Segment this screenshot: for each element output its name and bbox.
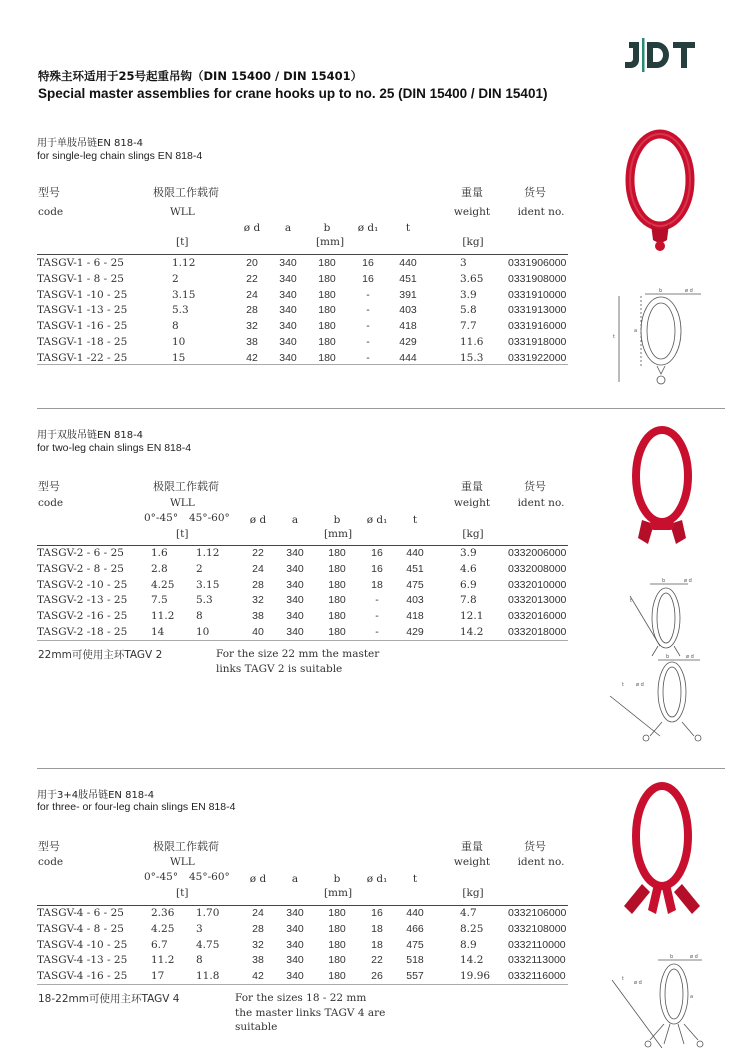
svg-text:t: t (630, 598, 632, 604)
cell-d: 22 (252, 547, 264, 559)
cell-wll1: 6.7 (151, 938, 168, 951)
cell-d: 28 (252, 578, 264, 591)
cell-d: 24 (252, 907, 264, 919)
section3-header-type-en: code (38, 856, 64, 868)
cell-a: 340 (286, 970, 304, 983)
section2-header-wll-en: WLL (170, 497, 195, 509)
section2-subtitle-cn: 用于双肢吊链EN 818-4 (37, 430, 144, 441)
cell-t: 418 (406, 610, 424, 623)
section3-note-en-line1: For the sizes 18 - 22 mm (235, 992, 367, 1004)
cell-code: TASGV-1 -16 - 25 (37, 320, 128, 333)
cell-b: 180 (328, 907, 346, 919)
cell-wll: 1.12 (172, 257, 196, 269)
svg-text:b: b (666, 654, 670, 660)
cell-d: 38 (252, 954, 264, 967)
cell-ident: 0331910000 (508, 288, 567, 301)
cell-code: TASGV-2 -18 - 25 (37, 626, 128, 638)
section3-header-d1: ø d₁ (366, 873, 388, 885)
svg-text:ø d: ø d (686, 654, 694, 660)
section3-unit-t: [t] (176, 887, 189, 899)
section2-note-en-line1: For the size 22 mm the master (216, 648, 380, 660)
page-title-en: Special master assemblies for crane hooks up to no. 25 (DIN 15400 / DIN 15401) (38, 86, 548, 101)
cell-wll1: 17 (151, 970, 165, 983)
cell-b: 180 (328, 922, 346, 935)
cell-wll: 15 (172, 351, 186, 364)
cell-a: 340 (279, 351, 297, 364)
section2-unit-mm: [mm] (323, 528, 353, 540)
cell-b: 180 (328, 547, 346, 559)
svg-text:a: a (690, 994, 694, 1000)
cell-d1: - (366, 288, 370, 301)
section1-header-t: t (405, 222, 411, 234)
section1-header-ident-cn: 货号 (524, 186, 546, 199)
section1-header-a: a (284, 222, 292, 234)
cell-wll2: 1.70 (196, 907, 220, 919)
cell-weight: 14.2 (460, 954, 484, 967)
cell-t: 466 (406, 922, 424, 935)
cell-code: TASGV-1 - 8 - 25 (37, 272, 124, 285)
section1-header-b: b (323, 222, 331, 234)
svg-text:b: b (662, 578, 666, 584)
section3-header-angle1: 0°-45° (144, 871, 179, 883)
cell-d: 38 (246, 336, 258, 348)
two-leg-master-link-photo (620, 424, 700, 554)
cell-t: 440 (406, 547, 424, 559)
section3-header-b: b (333, 873, 341, 885)
cell-a: 340 (279, 320, 297, 333)
cell-d1: - (375, 610, 379, 623)
cell-d1: 16 (371, 547, 383, 559)
cell-ident: 0332006000 (508, 547, 567, 559)
cell-weight: 8.9 (460, 938, 477, 951)
cell-d: 38 (252, 610, 264, 623)
section3-header-t: t (412, 873, 418, 885)
cell-b: 180 (318, 304, 336, 317)
svg-text:ø d: ø d (636, 682, 644, 688)
cell-a: 340 (279, 336, 297, 348)
section2-header-type-cn: 型号 (38, 480, 60, 493)
section3-header-weight-cn: 重量 (461, 840, 483, 853)
section2-header-angle2: 45°-60° (189, 512, 230, 524)
section2-unit-kg: [kg] (462, 528, 484, 540)
svg-text:ø d: ø d (690, 954, 698, 960)
cell-b: 180 (328, 954, 346, 967)
cell-t: 429 (406, 626, 424, 638)
cell-d1: 16 (362, 257, 374, 269)
cell-wll2: 2 (196, 562, 203, 575)
svg-text:ø d: ø d (634, 980, 642, 986)
cell-b: 180 (328, 594, 346, 607)
cell-d: 32 (252, 594, 264, 607)
cell-ident: 0332008000 (508, 562, 567, 575)
cell-d: 22 (246, 272, 258, 285)
section2-bottom-rule (37, 640, 568, 641)
cell-t: 418 (399, 320, 417, 333)
cell-weight: 5.8 (460, 304, 477, 317)
cell-wll2: 1.12 (196, 547, 220, 559)
cell-weight: 4.7 (460, 907, 477, 919)
section3-note-en (235, 991, 385, 1035)
section2-header-b: b (333, 514, 341, 526)
section3-header-wll-cn: 极限工作载荷 (153, 840, 219, 853)
cell-t: 403 (406, 594, 424, 607)
four-leg-master-link-photo (618, 780, 708, 940)
cell-code: TASGV-1 - 6 - 25 (37, 257, 124, 269)
section1-header-type-en: code (38, 206, 64, 218)
cell-code: TASGV-4 -10 - 25 (37, 938, 128, 951)
cell-weight: 14.2 (460, 626, 484, 638)
cell-code: TASGV-4 - 8 - 25 (37, 922, 124, 935)
cell-code: TASGV-1 -22 - 25 (37, 351, 128, 364)
section3-header-wll-en: WLL (170, 856, 195, 868)
section1-header-wll-cn: 极限工作载荷 (153, 186, 219, 199)
cell-ident: 0332110000 (508, 938, 566, 951)
section3-unit-kg: [kg] (462, 887, 484, 899)
svg-text:b: b (659, 288, 663, 294)
cell-code: TASGV-1 -18 - 25 (37, 336, 128, 348)
page-title-cn: 特殊主环适用于25号起重吊钩（DIN 15400 / DIN 15401） (38, 69, 363, 83)
cell-weight: 15.3 (460, 351, 484, 364)
cell-d1: - (366, 351, 370, 364)
cell-d: 42 (246, 351, 258, 364)
section1-header-type-cn: 型号 (38, 186, 60, 199)
cell-ident: 0331906000 (508, 257, 567, 269)
cell-ident: 0331918000 (508, 336, 567, 348)
cell-d1: 16 (371, 907, 383, 919)
cell-code: TASGV-4 -13 - 25 (37, 954, 128, 967)
section3-note-en-line3: suitable (235, 1021, 278, 1033)
jdt-logo (623, 34, 703, 76)
section1-header-weight-en: weight (453, 206, 491, 218)
cell-d1: 18 (371, 922, 383, 935)
section3-header-ident-cn: 货号 (524, 840, 546, 853)
cell-t: 518 (406, 954, 424, 967)
cell-wll2: 3.15 (196, 578, 220, 591)
section1-unit-mm: [mm] (315, 236, 345, 248)
section2-unit-t: [t] (176, 528, 189, 540)
cell-a: 340 (279, 304, 297, 317)
cell-weight: 3.9 (460, 288, 477, 301)
svg-text:b: b (670, 954, 674, 960)
cell-d1: - (375, 626, 379, 638)
section2-header-angle1: 0°-45° (144, 512, 179, 524)
cell-b: 180 (318, 288, 336, 301)
cell-d: 24 (252, 562, 264, 575)
cell-d1: 16 (371, 562, 383, 575)
cell-a: 340 (286, 626, 304, 638)
section3-header-type-cn: 型号 (38, 840, 60, 853)
section2-header-weight-en: weight (453, 497, 491, 509)
cell-d1: - (366, 320, 370, 333)
cell-a: 340 (279, 288, 297, 301)
section2-header-weight-cn: 重量 (461, 480, 483, 493)
section2-header-type-en: code (38, 497, 64, 509)
svg-text:ø d: ø d (684, 578, 692, 584)
cell-d: 28 (252, 922, 264, 935)
cell-ident: 0332106000 (508, 907, 567, 919)
cell-ident: 0331916000 (508, 320, 567, 333)
svg-text:t: t (622, 682, 624, 688)
cell-weight: 7.8 (460, 594, 477, 607)
cell-weight: 7.7 (460, 320, 477, 333)
cell-a: 340 (286, 547, 304, 559)
section2-header-t: t (412, 514, 418, 526)
cell-b: 180 (328, 626, 346, 638)
cell-d1: 18 (371, 578, 383, 591)
cell-wll1: 11.2 (151, 954, 175, 967)
cell-wll1: 11.2 (151, 610, 175, 623)
cell-a: 340 (286, 922, 304, 935)
cell-t: 475 (406, 938, 424, 951)
cell-a: 340 (286, 938, 304, 951)
cell-ident: 0332010000 (508, 578, 567, 591)
section1-header-wll-en: WLL (170, 206, 195, 218)
cell-code: TASGV-1 -13 - 25 (37, 304, 128, 317)
cell-weight: 6.9 (460, 578, 477, 591)
cell-wll1: 4.25 (151, 578, 175, 591)
section2-header-wll-cn: 极限工作载荷 (153, 480, 219, 493)
section3-bottom-rule (37, 984, 568, 985)
section1-unit-kg: [kg] (462, 236, 484, 248)
cell-a: 340 (286, 562, 304, 575)
cell-b: 180 (318, 272, 336, 285)
cell-wll2: 5.3 (196, 594, 213, 607)
cell-t: 451 (399, 272, 417, 285)
cell-t: 403 (399, 304, 417, 317)
cell-wll1: 7.5 (151, 594, 168, 607)
cell-weight: 3.9 (460, 547, 477, 559)
section1-header-weight-cn: 重量 (461, 186, 483, 199)
section2-header-ident-cn: 货号 (524, 480, 546, 493)
cell-t: 391 (399, 288, 417, 301)
section1-unit-t: [t] (176, 236, 189, 248)
svg-text:t: t (613, 334, 615, 340)
cell-d: 32 (252, 938, 264, 951)
cell-d: 32 (246, 320, 258, 333)
section2-subtitle-en: for two-leg chain slings EN 818-4 (37, 442, 192, 454)
cell-weight: 4.6 (460, 562, 477, 575)
section3-header-d: ø d (249, 873, 267, 885)
cell-t: 429 (399, 336, 417, 348)
cell-code: TASGV-1 -10 - 25 (37, 288, 128, 301)
cell-weight: 8.25 (460, 922, 484, 935)
cell-b: 180 (328, 562, 346, 575)
cell-wll1: 2.36 (151, 907, 175, 919)
cell-d1: - (366, 304, 370, 317)
cell-a: 340 (286, 907, 304, 919)
section3-note-en-line2: the master links TAGV 4 are (235, 1006, 386, 1019)
cell-ident: 0331908000 (508, 272, 567, 285)
section1-header-d: ø d (243, 222, 261, 234)
two-leg-dimension-drawings (600, 576, 710, 746)
cell-b: 180 (328, 938, 346, 951)
section2-note-en-line2: links TAGV 2 is suitable (216, 662, 343, 675)
cell-t: 440 (399, 257, 417, 269)
section1-header-d1: ø d₁ (357, 222, 379, 234)
section2-note-cn: 22mm可使用主环TAGV 2 (38, 649, 163, 661)
cell-d1: - (366, 336, 370, 348)
cell-b: 180 (328, 610, 346, 623)
section3-header-a: a (291, 873, 299, 885)
cell-a: 340 (279, 272, 297, 285)
cell-wll: 2 (172, 272, 179, 285)
section2-header-ident-en: ident no. (517, 497, 565, 509)
cell-wll: 8 (172, 320, 179, 333)
cell-weight: 12.1 (460, 610, 484, 623)
cell-d: 20 (246, 257, 258, 269)
section1-subtitle-cn: 用于单肢吊链EN 818-4 (37, 138, 144, 149)
cell-code: TASGV-2 -16 - 25 (37, 610, 128, 623)
cell-wll2: 8 (196, 610, 203, 623)
cell-b: 180 (318, 257, 336, 269)
cell-b: 180 (318, 351, 336, 364)
cell-d1: 26 (371, 970, 383, 983)
section3-note-cn: 18-22mm可使用主环TAGV 4 (38, 993, 180, 1005)
cell-ident: 0331922000 (508, 351, 567, 364)
cell-ident: 0331913000 (508, 304, 567, 317)
cell-ident: 0332116000 (508, 970, 566, 983)
cell-b: 180 (328, 970, 346, 983)
table-row (0, 561, 751, 577)
cell-ident: 0332013000 (508, 594, 567, 607)
cell-weight: 3 (460, 257, 467, 269)
section3-header-ident-en: ident no. (517, 856, 565, 868)
cell-code: TASGV-2 -10 - 25 (37, 578, 128, 591)
section2-note-en (216, 647, 379, 676)
section-divider-1 (37, 408, 725, 409)
svg-text:ø d: ø d (685, 288, 693, 294)
cell-b: 180 (318, 320, 336, 333)
cell-ident: 0332113000 (508, 954, 566, 967)
cell-wll1: 4.25 (151, 922, 175, 935)
svg-text:a: a (634, 328, 638, 334)
section2-header-d1: ø d₁ (366, 514, 388, 526)
cell-t: 451 (406, 562, 424, 575)
cell-t: 475 (406, 578, 424, 591)
section2-header-d: ø d (249, 514, 267, 526)
cell-b: 180 (328, 578, 346, 591)
cell-code: TASGV-2 - 6 - 25 (37, 547, 124, 559)
cell-wll2: 8 (196, 954, 203, 967)
cell-a: 340 (286, 954, 304, 967)
section3-unit-mm: [mm] (323, 887, 353, 899)
cell-a: 340 (286, 594, 304, 607)
cell-weight: 3.65 (460, 272, 484, 285)
cell-wll2: 4.75 (196, 938, 220, 951)
cell-code: TASGV-4 - 6 - 25 (37, 907, 124, 919)
cell-t: 444 (399, 351, 417, 364)
single-leg-master-link-photo (618, 128, 708, 258)
section1-subtitle-en: for single-leg chain slings EN 818-4 (37, 150, 203, 162)
cell-wll1: 2.8 (151, 562, 168, 575)
cell-ident: 0332018000 (508, 626, 567, 638)
cell-d: 24 (246, 288, 258, 301)
cell-wll2: 11.8 (196, 970, 220, 983)
cell-wll2: 10 (196, 626, 210, 638)
cell-weight: 11.6 (460, 336, 484, 348)
section-divider-2 (37, 768, 725, 769)
cell-ident: 0332016000 (508, 610, 567, 623)
cell-wll: 5.3 (172, 304, 189, 317)
cell-code: TASGV-4 -16 - 25 (37, 970, 128, 983)
cell-wll2: 3 (196, 922, 203, 935)
section1-bottom-rule (37, 364, 568, 365)
section3-header-angle2: 45°-60° (189, 871, 230, 883)
cell-a: 340 (286, 610, 304, 623)
cell-code: TASGV-2 - 8 - 25 (37, 562, 124, 575)
section2-header-a: a (291, 514, 299, 526)
section1-header-ident-en: ident no. (517, 206, 565, 218)
cell-weight: 19.96 (460, 970, 491, 983)
cell-d1: 16 (362, 272, 374, 285)
cell-d: 40 (252, 626, 264, 638)
cell-ident: 0332108000 (508, 922, 567, 935)
cell-wll: 3.15 (172, 288, 196, 301)
cell-a: 340 (286, 578, 304, 591)
cell-d1: 22 (371, 954, 383, 967)
section3-subtitle-cn: 用于3+4肢吊链EN 818-4 (37, 790, 155, 801)
cell-wll1: 1.6 (151, 547, 168, 559)
cell-a: 340 (279, 257, 297, 269)
cell-b: 180 (318, 336, 336, 348)
cell-t: 440 (406, 907, 424, 919)
table-row (0, 271, 751, 287)
cell-d1: 18 (371, 938, 383, 951)
section3-subtitle-en: for three- or four-leg chain slings EN 818-4 (37, 801, 236, 813)
cell-t: 557 (406, 970, 424, 983)
cell-wll1: 14 (151, 626, 165, 638)
cell-d: 42 (252, 970, 264, 983)
cell-d: 28 (246, 304, 258, 317)
cell-wll: 10 (172, 336, 186, 348)
svg-text:t: t (622, 976, 624, 982)
single-leg-dimension-drawing (605, 286, 705, 396)
cell-code: TASGV-2 -13 - 25 (37, 594, 128, 607)
section3-header-weight-en: weight (453, 856, 491, 868)
cell-d1: - (375, 594, 379, 607)
four-leg-dimension-drawing (602, 950, 712, 1060)
